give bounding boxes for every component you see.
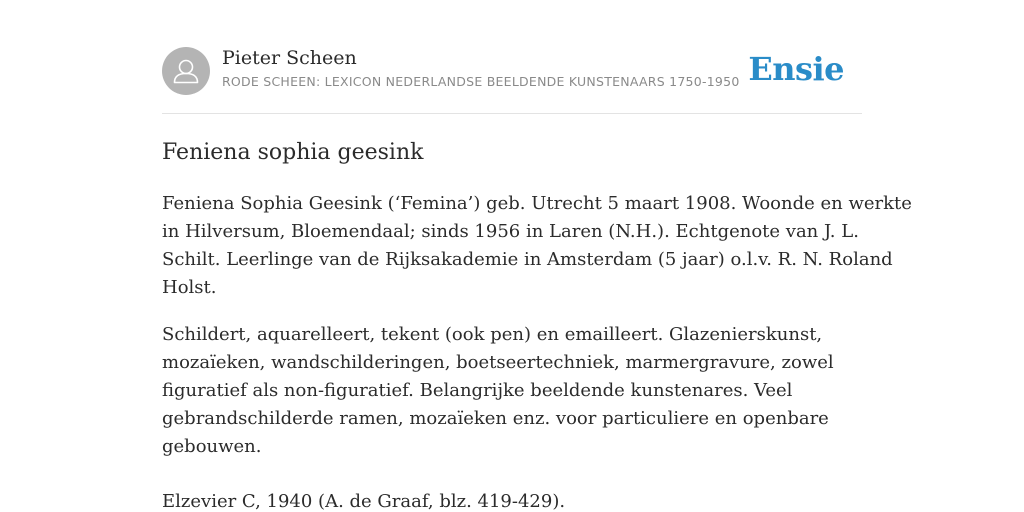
text-line: in Hilversum, Bloemendaal; sinds 1956 in Laren (N.H.). Echtgenote van J. L. <box>162 221 859 242</box>
paragraph-reference <box>162 488 862 512</box>
source-title[interactable]: RODE SCHEEN: LEXICON NEDERLANDSE BEELDENDE KUNSTENAARS 1750-1950 <box>222 74 740 89</box>
text-line: Feniena Sophia Geesink (‘Femina’) geb. Utrecht 5 maart 1908. Woonde en werkte <box>162 193 912 214</box>
text-line: Schildert, aquarelleert, tekent (ook pen) en emailleert. Glazenierskunst, <box>162 324 823 345</box>
text-line: Holst. <box>162 277 217 298</box>
text-line: gebouwen. <box>162 436 262 457</box>
ensie-logo[interactable]: Ensie <box>748 50 844 88</box>
text-line: figuratief als non-figuratief. Belangrijke beeldende kunstenares. Veel <box>162 380 793 401</box>
text-line: mozaïeken, wandschilderingen, boetseertechniek, marmergravure, zowel <box>162 352 834 373</box>
article-body <box>162 190 912 512</box>
paragraph <box>162 321 862 461</box>
user-icon <box>162 47 210 95</box>
paragraph <box>162 190 912 302</box>
author-avatar[interactable] <box>162 47 210 95</box>
article-header <box>162 46 862 96</box>
text-line: Schilt. Leerlinge van de Rijksakademie in Amsterdam (5 jaar) o.l.v. R. N. Roland <box>162 249 893 270</box>
author-name[interactable]: Pieter Scheen <box>222 47 357 69</box>
text-line: Elzevier C, 1940 (A. de Graaf, blz. 419-429). <box>162 491 566 512</box>
text-line: gebrandschilderde ramen, mozaïeken enz. voor particuliere en openbare <box>162 408 829 429</box>
article-title: Feniena sophia geesink <box>162 140 424 165</box>
header-divider <box>162 113 862 114</box>
